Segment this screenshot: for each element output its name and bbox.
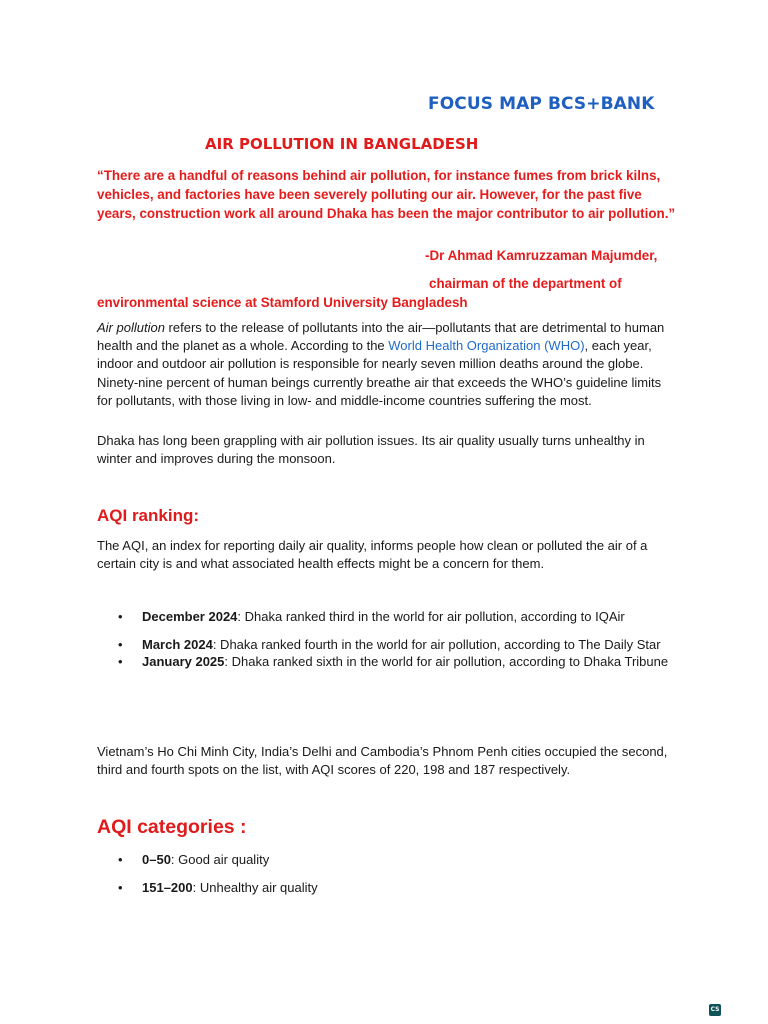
list-item	[97, 653, 677, 671]
category-text: : Unhealthy air quality	[192, 879, 318, 895]
bullet-dot: •	[118, 609, 123, 624]
intro-text-b: , each year, indoor and outdoor air pollution is responsible for nearly seven million deaths around the globe. Ninety-nine percent of human beings currently breathe air that exceeds the WHO’s guideline limits for pollutants, with those living in low- and middle-income countries suffering the most.	[97, 338, 662, 408]
quote-attribution: -Dr Ahmad Kamruzzaman Majumder,	[425, 248, 658, 263]
aqi-ranking-heading: AQI ranking:	[97, 506, 200, 525]
affiliation-text: chairman of the department of environmental science at Stamford University Bangladesh	[97, 276, 622, 310]
air-pollution-term: Air pollution	[97, 320, 165, 335]
who-link[interactable]: World Health Organization (WHO)	[388, 338, 585, 354]
aqi-categories-list	[97, 851, 677, 906]
camscanner-badge-icon: CS	[709, 1004, 721, 1016]
bullet-dot: •	[118, 852, 123, 867]
document-title: AIR POLLUTION IN BANGLADESH	[205, 135, 479, 153]
ranking-date: December 2024	[142, 609, 238, 624]
category-range: 151–200	[142, 879, 193, 895]
bullet-dot: •	[118, 879, 123, 895]
aqi-ranking-intro: The AQI, an index for reporting daily air quality, informs people how clean or polluted the air of a certain city is and what associated health effects might be a concern for them.	[97, 538, 648, 572]
ranking-date: March 2024	[142, 636, 213, 652]
opening-quote: “There are a handful of reasons behind air pollution, for instance fumes from brick kilns, vehicles, and factories have been severely polluting our air. However, for the past five years, construction work all around Dhaka has been the major contributor to air pollution.”	[97, 168, 676, 221]
quote-affiliation	[97, 274, 677, 312]
ranking-text: : Dhaka ranked third in the world for air pollution, according to IQAir	[237, 609, 625, 624]
list-item	[97, 879, 677, 897]
ranking-text: : Dhaka ranked fourth in the world for air pollution, according to The Daily Star	[212, 636, 661, 652]
list-item	[97, 851, 677, 869]
list-item	[97, 608, 677, 626]
category-range: 0–50	[142, 852, 171, 867]
bullet-dot: •	[118, 636, 123, 652]
aqi-ranking-list	[97, 608, 677, 681]
intro-paragraph	[97, 319, 677, 410]
ranking-text: : Dhaka ranked sixth in the world for air pollution, according to Dhaka Tribune	[224, 654, 669, 669]
aqi-scores-paragraph: Vietnam’s Ho Chi Minh City, India’s Delhi and Cambodia’s Phnom Penh cities occupied the second, third and fourth spots on the list, with AQI scores of 220, 198 and 187 respectively.	[97, 744, 668, 778]
ranking-date: January 2025	[142, 654, 225, 669]
list-item	[97, 636, 677, 654]
dhaka-paragraph: Dhaka has long been grappling with air pollution issues. Its air quality usually turns unhealthy in winter and improves during the monsoon.	[97, 433, 645, 467]
header-title: FOCUS MAP BCS+BANK	[428, 94, 655, 114]
intro-text-a: refers to the release of pollutants into the air—pollutants that are detrimental to human health and the planet as a whole. According to the	[97, 320, 665, 354]
category-text: : Good air quality	[170, 852, 270, 867]
aqi-categories-heading: AQI categories :	[97, 816, 247, 838]
bullet-dot: •	[118, 654, 123, 669]
